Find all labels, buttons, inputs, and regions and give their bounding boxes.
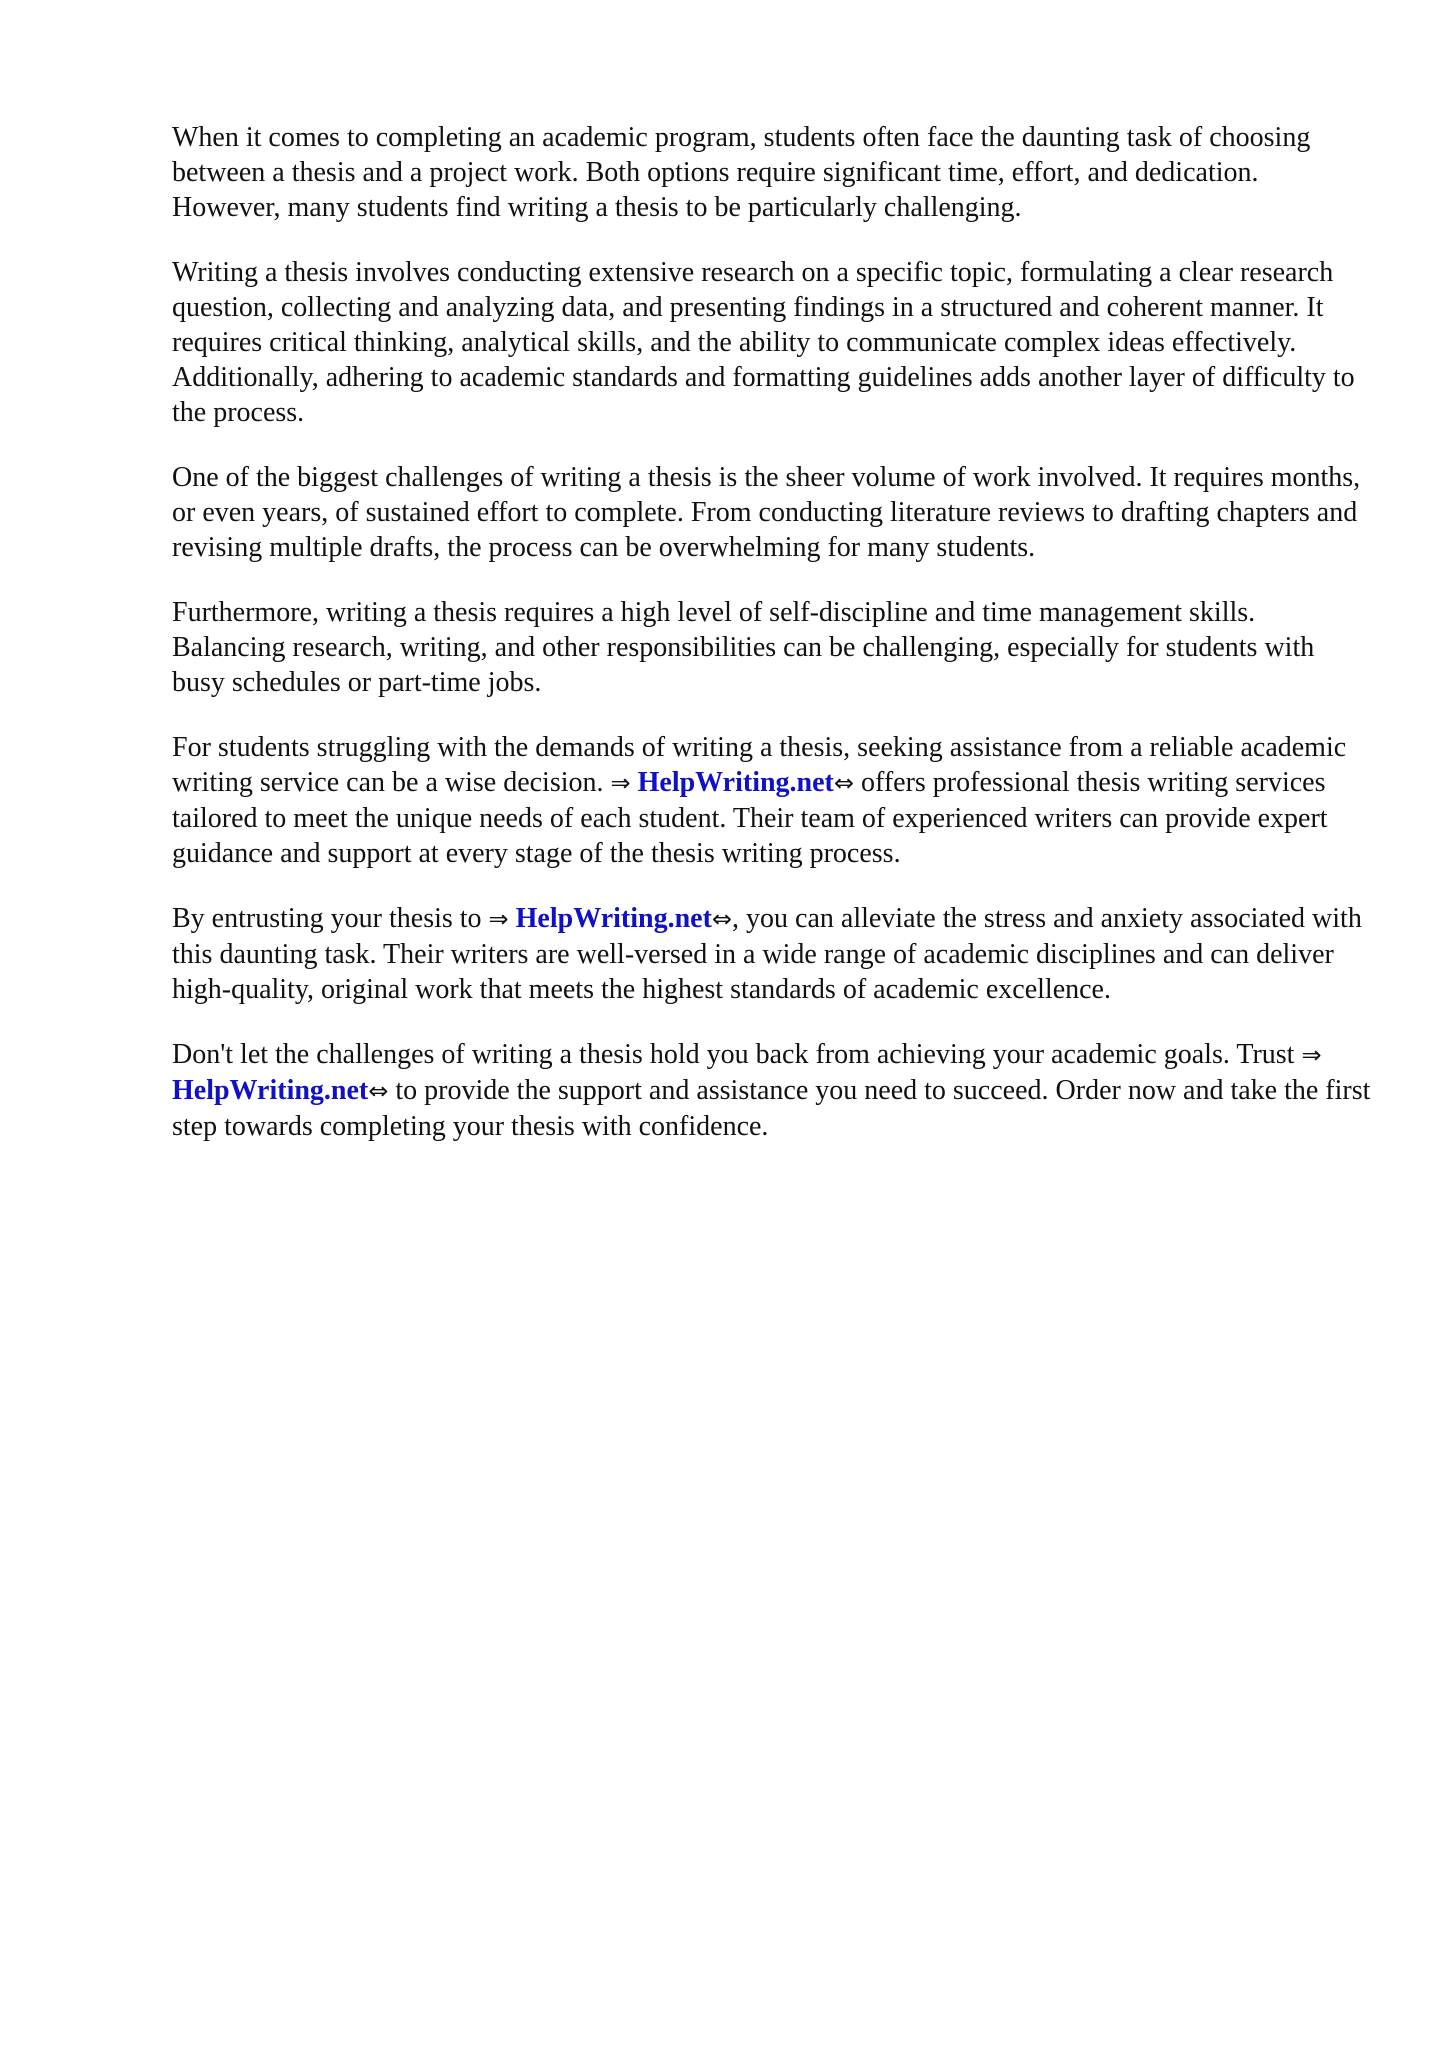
paragraph-6 <box>172 901 1372 1007</box>
right-double-arrow-icon: ⇒ <box>610 769 631 797</box>
paragraph-6-text-before: By entrusting your thesis to <box>172 903 489 934</box>
left-right-double-arrow-icon: ⇔ <box>711 905 733 933</box>
paragraph-6-text-after: , you can alleviate the stress and anxiety associated with this daunting task. Their writers are well-versed in a wide range of academic disciplines and can deliver high-quality, original work that meets the highest standards of academic excellence. <box>172 903 1362 1005</box>
paragraph-7-text-before: Don't let the challenges of writing a thesis hold you back from achieving your academic goals. Trust <box>172 1039 1302 1070</box>
paragraph-5-text-after: offers professional thesis writing services tailored to meet the unique needs of each student. Their team of experienced writers can provide expert guidance and support at every stage of the thesis writing process. <box>172 767 1328 869</box>
helpwriting-link[interactable]: HelpWriting.net <box>172 1075 369 1106</box>
helpwriting-link[interactable]: HelpWriting.net <box>515 903 712 934</box>
document-body <box>172 120 1372 1174</box>
helpwriting-link[interactable]: HelpWriting.net <box>637 767 834 798</box>
paragraph-7 <box>172 1037 1372 1144</box>
paragraph-2: Writing a thesis involves conducting extensive research on a specific topic, formulating a clear research question, collecting and analyzing data, and presenting findings in a structured and coherent manner. It requires critical thinking, analytical skills, and the ability to communicate complex ideas effectively. Additionally, adhering to academic standards and formatting guidelines adds another layer of difficulty to the process. <box>172 257 1355 428</box>
right-double-arrow-icon: ⇒ <box>488 905 509 933</box>
right-double-arrow-icon: ⇒ <box>1301 1041 1322 1069</box>
paragraph-4: Furthermore, writing a thesis requires a high level of self-discipline and time management skills. Balancing research, writing, and other responsibilities can be challenging, especially for students with busy schedules or part-time jobs. <box>172 597 1315 698</box>
left-right-double-arrow-icon: ⇔ <box>833 769 854 797</box>
paragraph-5-text-before: For students struggling with the demands of writing a thesis, seeking assistance from a reliable academic writing service can be a wise decision. <box>172 732 1347 798</box>
paragraph-1: When it comes to completing an academic program, students often face the daunting task of choosing between a thesis and a project work. Both options require significant time, effort, and dedication. However, many students find writing a thesis to be particularly challenging. <box>172 122 1311 223</box>
left-right-double-arrow-icon: ⇔ <box>368 1077 389 1105</box>
paragraph-7-text-after: to provide the support and assistance you need to succeed. Order now and take the first step towards completing your thesis with confidence. <box>172 1075 1371 1142</box>
paragraph-5 <box>172 730 1372 871</box>
paragraph-3: One of the biggest challenges of writing a thesis is the sheer volume of work involved. It requires months, or even years, of sustained effort to complete. From conducting literature reviews to drafting chapters and revising multiple drafts, the process can be overwhelming for many students. <box>172 462 1361 563</box>
